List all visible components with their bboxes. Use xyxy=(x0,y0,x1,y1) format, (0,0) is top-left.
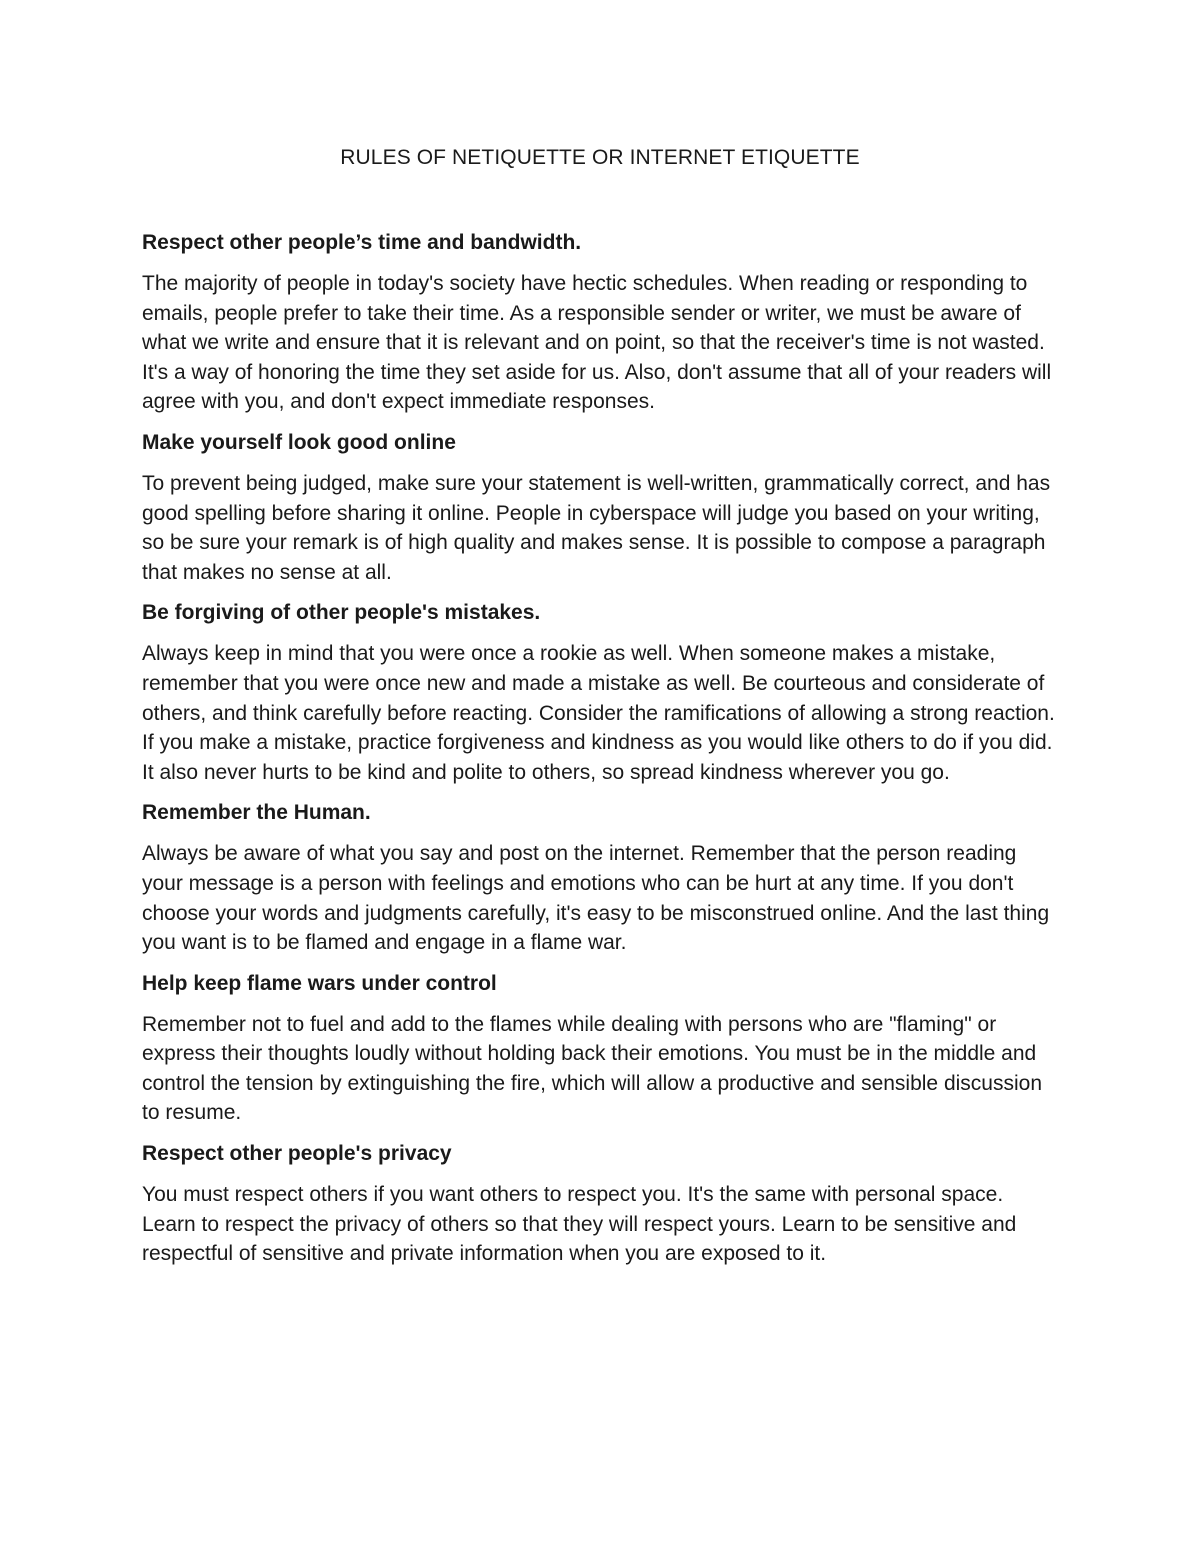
section-body: Always keep in mind that you were once a rookie as well. When someone makes a mistake, remember that you were once new and made a mistake as well. Be courteous and considerate of others, and think carefully before reacting. Consider the ramifications of allowing a strong reaction. If you make a mistake, practice forgiveness and kindness as you would like others to do if you did. It also never hurts to be kind and polite to others, so spread kindness wherever you go. xyxy=(142,642,1055,784)
section-heading: Make yourself look good online xyxy=(142,430,456,454)
section-body: The majority of people in today's society have hectic schedules. When reading or responding to emails, people prefer to take their time. As a responsible sender or writer, we must be aware of what we write and ensure that it is relevant and on point, so that the receiver's time is not wasted. It's a way of honoring the time they set aside for us. Also, don't assume that all of your readers will agree with you, and don't expect immediate responses. xyxy=(142,272,1052,414)
section-body: Always be aware of what you say and post on the internet. Remember that the person reading your message is a person with feelings and emotions who can be hurt at any time. If you don't choose your words and judgments carefully, it's easy to be misconstrued online. And the last thing you want is to be flamed and engage in a flame war. xyxy=(142,842,1050,955)
section-heading: Help keep flame wars under control xyxy=(142,971,497,995)
section-heading: Respect other people's privacy xyxy=(142,1142,452,1166)
section-be-forgiving xyxy=(142,599,1062,787)
section-body: You must respect others if you want others to respect you. It's the same with personal space. Learn to respect the privacy of others so that they will respect yours. Learn to be sensitive and respectful of sensitive and private information when you are exposed to it. xyxy=(142,1183,1017,1266)
document-sections xyxy=(142,229,1062,1281)
section-respect-time xyxy=(142,229,1062,417)
section-body: Remember not to fuel and add to the flames while dealing with persons who are "flaming" or express their thoughts loudly without holding back their emotions. You must be in the middle and control the tension by extinguishing the fire, which will allow a productive and sensible discussion to resume. xyxy=(142,1012,1042,1125)
section-heading: Respect other people’s time and bandwidth. xyxy=(142,231,582,254)
document-title: RULES OF NETIQUETTE OR INTERNET ETIQUETTE xyxy=(340,146,860,169)
section-heading: Be forgiving of other people's mistakes. xyxy=(142,601,541,625)
section-flame-wars xyxy=(142,970,1062,1128)
section-remember-human xyxy=(142,799,1062,957)
section-body: To prevent being judged, make sure your statement is well-written, grammatically correct, and has good spelling before sharing it online. People in cyberspace will judge you based on your writing, so be sure your remark is of high quality and makes sense. It is possible to compose a paragraph that makes no sense at all. xyxy=(142,471,1051,584)
section-heading: Remember the Human. xyxy=(142,801,371,825)
section-respect-privacy xyxy=(142,1140,1062,1269)
section-look-good-online xyxy=(142,429,1062,587)
